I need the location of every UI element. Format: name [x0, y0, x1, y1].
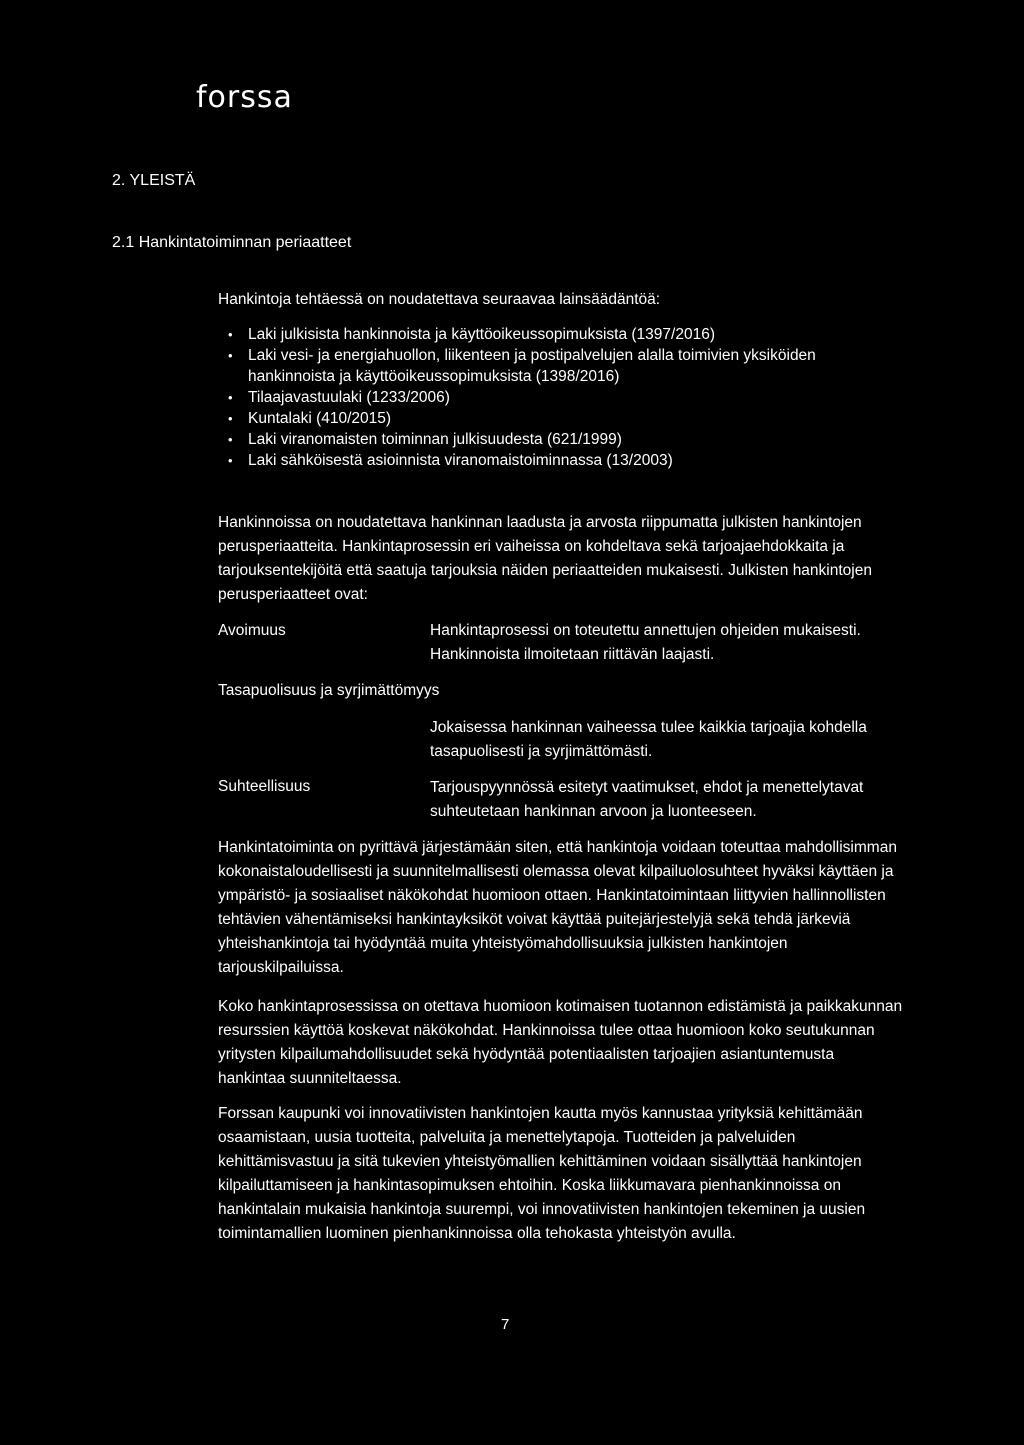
principle-term-equality: Tasapuolisuus ja syrjimättömyys — [218, 682, 440, 699]
page-number: 7 — [501, 1316, 510, 1333]
list-item: • Laki viranomaisten toiminnan julkisuudesta (621/1999) — [218, 429, 898, 450]
legislation-list — [218, 324, 898, 471]
list-item: • Laki sähköisestä asioinnista viranomaistoiminnassa (13/2003) — [218, 450, 898, 471]
list-item: • Laki julkisista hankinnoista ja käyttöoikeussopimuksista (1397/2016) — [218, 324, 898, 345]
principle-description-equality: Jokaisessa hankinnan vaiheessa tulee kaikkia tarjoajia kohdella tasapuolisesti ja syrjimättömästi. — [430, 719, 867, 760]
legislation-intro: Hankintoja tehtäessä on noudatettava seuraavaa lainsäädäntöä: — [218, 291, 661, 308]
innovation-paragraph: Forssan kaupunki voi innovatiivisten hankintojen kautta myös kannustaa yrityksiä kehittämään osaamistaan, uusia tuotteita, palveluita ja menettelytapoja. Tuotteiden ja palveluiden kehittämisvastuu ja sitä tukevien yhteistyömallien kehittäminen voidaan sisällyttää hankintojen kilpailuttamiseen ja hankintasopimuksen ehtoihin. Koska liikkumavara pienhankinnoissa on hankintalain mukaisia hankintoja suurempi, voi innovatiivisten hankintojen tekeminen ja uusien toimintamallien luominen pienhankinnoissa olla tehokasta yhteistyön avulla. — [218, 1105, 866, 1242]
principle-description-proportionality: Tarjouspyynnössä esitetyt vaatimukset, ehdot ja menettelytavat suhteutetaan hankinnan arvoon ja luonteeseen. — [430, 779, 864, 820]
principle-term-proportionality: Suhteellisuus — [218, 778, 311, 795]
list-item: • Kuntalaki (410/2015) — [218, 408, 898, 429]
subsection-heading: 2.1 Hankintatoiminnan periaatteet — [112, 234, 352, 251]
local-production-paragraph: Koko hankintaprosessissa on otettava huomioon kotimaisen tuotannon edistämistä ja paikkakunnan resurssien käyttöä koskevat näkökohdat. Hankinnoissa tulee ottaa huomioon koko seutukunnan yritysten kilpailumahdollisuudet sekä hyödyntää potentiaalisten tarjoajien asiantuntemusta hankintaa suunniteltaessa. — [218, 998, 903, 1087]
procurement-paragraph: Hankintatoiminta on pyrittävä järjestämään siten, että hankintoja voidaan toteuttaa mahdollisimman kokonaistaloudellisesti ja suunnitelmallisesti olemassa olevat kilpailuolosuhteet hyväksi käyttäen ja ympäristö- ja sosiaaliset näkökohdat huomioon ottaen. Hankintatoimintaan liittyvien hallinnollisten tehtävien vähentämiseksi hankintayksiköt voivat käyttää puitejärjestelyjä sekä tehdä järkeviä yhteishankintoja tai hyödyntää muita yhteistyömahdollisuuksia julkisten hankintojen tarjouskilpailuissa. — [218, 839, 897, 976]
list-item: • Laki vesi- ja energiahuollon, liikenteen ja postipalvelujen alalla toimivien yksiköiden hankinnoista ja käyttöoikeussopimuksista (1398/2016) — [218, 345, 898, 387]
section-heading: 2. YLEISTÄ — [112, 172, 196, 189]
forssa-logo: forssa — [196, 80, 293, 115]
principle-description-openness: Hankintaprosessi on toteutettu annettujen ohjeiden mukaisesti. Hankinnoista ilmoitetaan riittävän laajasti. — [430, 622, 861, 663]
principles-paragraph: Hankinnoissa on noudatettava hankinnan laadusta ja arvosta riippumatta julkisten hankintojen perusperiaatteita. Hankintaprosessin eri vaiheissa on kohdeltava sekä tarjoajaehdokkaita ja tarjouksentekijöitä että saatuja tarjouksia näiden periaatteiden mukaisesti. Julkisten hankintojen perusperiaatteet ovat: — [218, 514, 872, 603]
principle-term-openness: Avoimuus — [218, 622, 286, 639]
list-item: • Tilaajavastuulaki (1233/2006) — [218, 387, 898, 408]
